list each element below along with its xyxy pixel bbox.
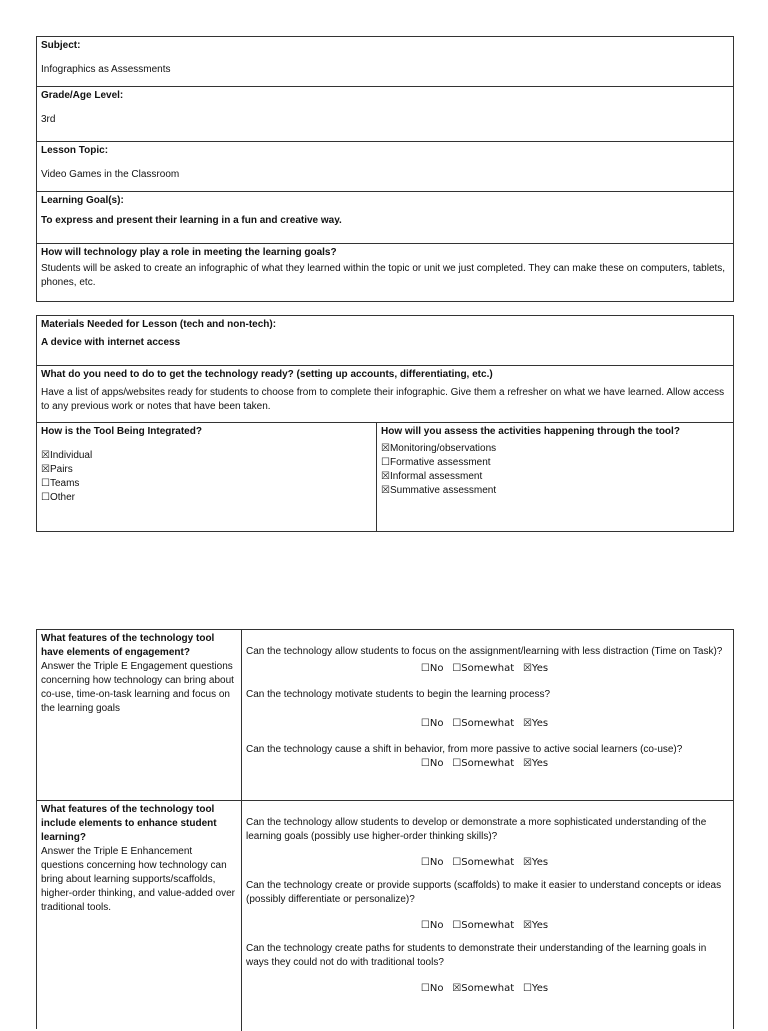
enhancement-title: What features of the technology tool include elements to enhance student learning?	[41, 804, 217, 843]
answer-choices	[246, 662, 729, 676]
triple-e-table	[36, 629, 734, 1029]
goals-label: Learning Goal(s):	[41, 195, 124, 206]
answer-choices	[246, 919, 729, 933]
question-text: Can the technology allow students to focus on the assignment/learning with less distraction (Time on Task)?	[246, 646, 723, 657]
engagement-title: What features of the technology tool have elements of engagement?	[41, 633, 215, 658]
answer-yes[interactable]: ☐Yes	[522, 983, 549, 994]
tech-role-value: Students will be asked to create an infographic of what they learned within the topic or unit we just completed. They can make these on computers, tablets, phones, etc.	[41, 263, 726, 288]
checkbox-icon[interactable]: ☒	[41, 450, 50, 461]
integration-row	[37, 423, 733, 531]
checkbox-icon[interactable]: ☒	[381, 471, 390, 482]
answer-somewhat[interactable]: ☐Somewhat	[452, 663, 515, 674]
subject-label: Subject:	[41, 40, 81, 51]
answer-choices	[246, 717, 729, 731]
enhancement-questions	[242, 801, 733, 1031]
answer-no[interactable]: ☐No	[420, 718, 444, 729]
checkbox-icon[interactable]: ☒	[381, 485, 390, 496]
answer-somewhat[interactable]: ☐Somewhat	[452, 758, 515, 769]
materials-value: A device with internet access	[41, 337, 181, 348]
integrated-col	[37, 423, 377, 531]
answer-yes[interactable]: ☒Yes	[522, 663, 549, 674]
ready-value: Have a list of apps/websites ready for students to choose from to complete their infographic. Give them a refresher on what we have learned. Allow access to any previous work or notes that have been taken.	[41, 387, 725, 412]
enhancement-row	[37, 801, 733, 1031]
question-text: Can the technology create paths for students to demonstrate their understanding of the learning goals in ways they could not do with traditional tools?	[246, 943, 707, 968]
enhancement-desc: Answer the Triple E Enhancement questions concerning how technology can bring about learning supports/scaffolds, higher-order thinking, and value-added over traditional tools.	[41, 846, 236, 913]
question-text: Can the technology cause a shift in behavior, from more passive to active social learners (co-use)?	[246, 744, 683, 755]
checkbox-icon[interactable]: ☒	[381, 443, 390, 454]
answer-no[interactable]: ☐No	[420, 857, 444, 868]
answer-yes[interactable]: ☒Yes	[522, 758, 549, 769]
subject-value: Infographics as Assessments	[41, 64, 171, 75]
answer-no[interactable]: ☐No	[420, 663, 444, 674]
answer-yes[interactable]: ☒Yes	[522, 920, 549, 931]
question-text: Can the technology allow students to develop or demonstrate a more sophisticated understanding of the learning goals (possibly use higher-order thinking skills)?	[246, 817, 707, 842]
answer-no[interactable]: ☐No	[420, 983, 444, 994]
goals-cell	[37, 192, 733, 244]
topic-cell	[37, 142, 733, 192]
ready-cell	[37, 366, 733, 423]
option-summative[interactable]: ☒Summative assessment	[381, 485, 497, 496]
goals-value: To express and present their learning in a fun and creative way.	[41, 215, 342, 226]
engagement-desc: Answer the Triple E Engagement questions concerning how technology can bring about co-use, time-on-task learning and focus on the learning goals	[41, 661, 234, 714]
answer-yes[interactable]: ☒Yes	[522, 857, 549, 868]
checkbox-icon[interactable]: ☐	[41, 478, 50, 489]
checkbox-icon[interactable]: ☐	[381, 457, 390, 468]
answer-somewhat[interactable]: ☐Somewhat	[452, 718, 515, 729]
lesson-info-table	[36, 36, 734, 302]
engagement-prompt	[37, 630, 242, 800]
answer-somewhat[interactable]: ☐Somewhat	[452, 857, 515, 868]
topic-value: Video Games in the Classroom	[41, 169, 180, 180]
tech-role-label: How will technology play a role in meeting the learning goals?	[41, 247, 337, 258]
grade-cell	[37, 87, 733, 142]
integrated-label: How is the Tool Being Integrated?	[41, 426, 202, 437]
answer-choices	[246, 982, 729, 996]
assess-col	[377, 423, 733, 531]
assess-label: How will you assess the activities happening through the tool?	[381, 426, 680, 437]
option-monitoring[interactable]: ☒Monitoring/observations	[381, 443, 497, 454]
materials-label: Materials Needed for Lesson (tech and non-tech):	[41, 319, 277, 330]
checkbox-icon[interactable]: ☒	[41, 464, 50, 475]
materials-cell	[37, 316, 733, 366]
answer-choices	[246, 757, 729, 771]
tech-role-cell	[37, 244, 733, 301]
answer-yes[interactable]: ☒Yes	[522, 718, 549, 729]
option-formative[interactable]: ☐Formative assessment	[381, 457, 491, 468]
materials-table	[36, 315, 734, 532]
grade-value: 3rd	[41, 114, 56, 125]
answer-somewhat[interactable]: ☒Somewhat	[452, 983, 515, 994]
option-informal[interactable]: ☒Informal assessment	[381, 471, 483, 482]
engagement-questions	[242, 630, 733, 800]
question-text: Can the technology motivate students to begin the learning process?	[246, 689, 551, 700]
topic-label: Lesson Topic:	[41, 145, 109, 156]
subject-cell	[37, 37, 733, 87]
grade-label: Grade/Age Level:	[41, 90, 124, 101]
answer-no[interactable]: ☐No	[420, 758, 444, 769]
question-text: Can the technology create or provide supports (scaffolds) to make it easier to understand concepts or ideas (possibly differentiate or personalize)?	[246, 880, 722, 905]
answer-no[interactable]: ☐No	[420, 920, 444, 931]
option-pairs[interactable]: ☒Pairs	[41, 464, 73, 475]
option-other[interactable]: ☐Other	[41, 492, 75, 503]
answer-somewhat[interactable]: ☐Somewhat	[452, 920, 515, 931]
option-teams[interactable]: ☐Teams	[41, 478, 80, 489]
checkbox-icon[interactable]: ☐	[41, 492, 50, 503]
answer-choices	[246, 856, 729, 870]
enhancement-prompt	[37, 801, 242, 1031]
ready-label: What do you need to do to get the technology ready? (setting up accounts, differentiating, etc.)	[41, 369, 493, 380]
engagement-row	[37, 630, 733, 801]
option-individual[interactable]: ☒Individual	[41, 450, 93, 461]
